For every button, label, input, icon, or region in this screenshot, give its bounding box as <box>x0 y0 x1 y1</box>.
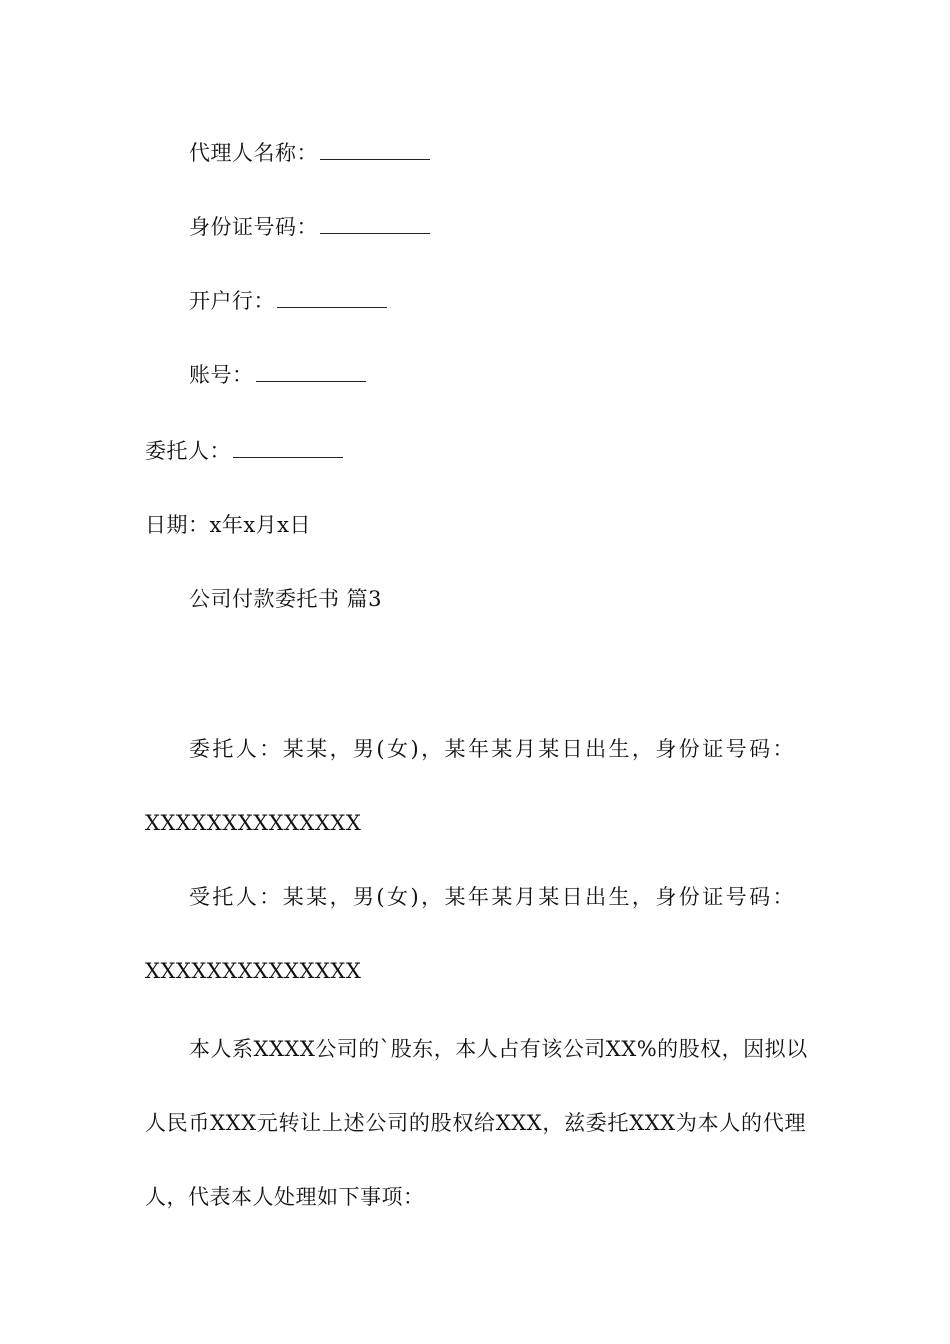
id-number-label: 身份证号码： <box>189 215 318 239</box>
bank-row <box>189 286 387 316</box>
bank-blank[interactable] <box>277 289 387 308</box>
agent-name-blank[interactable] <box>320 141 430 160</box>
date-row: 日期：x年x月x日 <box>145 513 312 537</box>
trustee-info-line: 受托人：某某，男(女)，某年某月某日出生，身份证号码： <box>189 885 794 909</box>
client-info-line: 委托人：某某，男(女)，某年某月某日出生，身份证号码： <box>189 737 794 761</box>
client-row <box>145 436 343 466</box>
id-number-blank[interactable] <box>320 215 430 234</box>
id-number-row <box>189 212 430 242</box>
paragraph-line-1: 本人系XXXX公司的`股东，本人占有该公司XX%的股权，因拟以 <box>189 1037 808 1061</box>
client-blank[interactable] <box>233 439 343 458</box>
agent-name-row <box>189 138 430 168</box>
account-row <box>189 360 366 390</box>
account-blank[interactable] <box>256 363 366 382</box>
paragraph-line-2: 人民币XXX元转让上述公司的股权给XXX，兹委托XXX为本人的代理 <box>145 1111 806 1135</box>
client-label: 委托人： <box>145 439 231 463</box>
trustee-id-number: XXXXXXXXXXXXXX <box>145 959 362 983</box>
paragraph-line-3: 人，代表本人处理如下事项： <box>145 1185 425 1209</box>
agent-name-label: 代理人名称： <box>189 141 318 165</box>
client-id-number: XXXXXXXXXXXXXX <box>145 811 362 835</box>
account-label: 账号： <box>189 363 254 387</box>
section-title: 公司付款委托书 篇3 <box>189 587 383 611</box>
bank-label: 开户行： <box>189 289 275 313</box>
